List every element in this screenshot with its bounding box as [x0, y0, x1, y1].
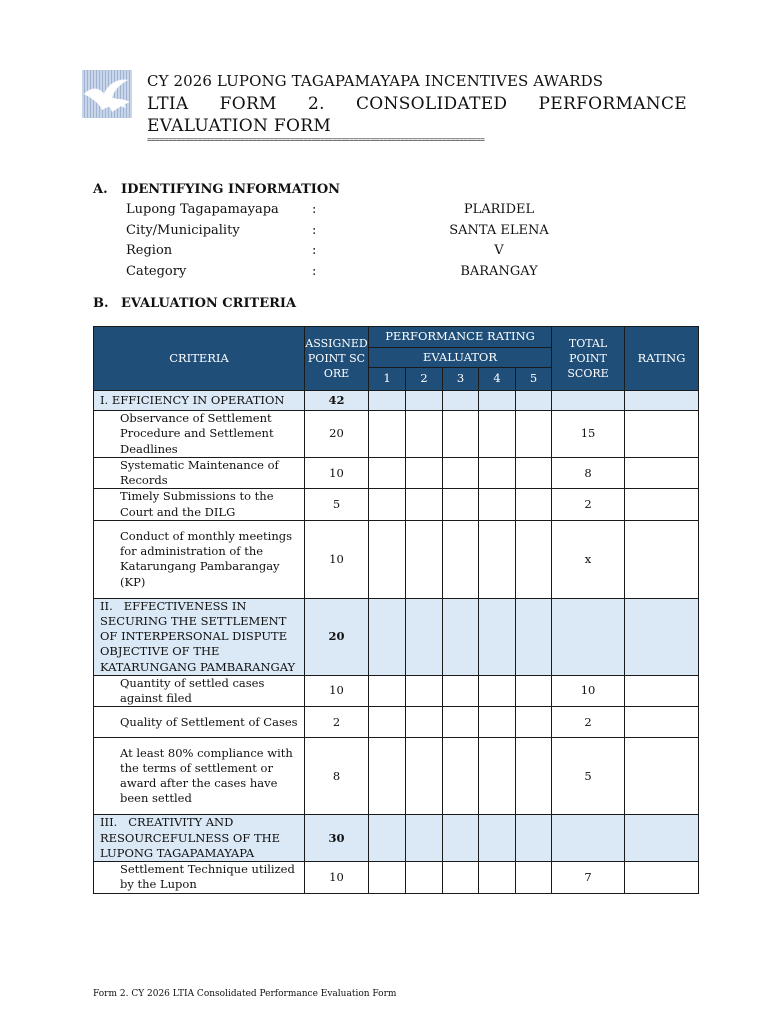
eval-cell	[516, 738, 552, 815]
info-row-category	[126, 262, 586, 283]
row-assigned: 10	[305, 520, 369, 598]
eval-cell	[443, 738, 479, 815]
eval-cell	[516, 862, 552, 893]
eval-cell	[516, 707, 552, 738]
table-row	[94, 738, 699, 815]
eval-cell	[369, 520, 406, 598]
row-total: 8	[552, 458, 625, 489]
header-evaluator-4: 4	[479, 368, 516, 391]
section-a-number: A.	[93, 182, 108, 197]
section-a-heading	[93, 182, 340, 197]
eval-cell	[369, 815, 406, 862]
row-assigned: 30	[305, 815, 369, 862]
table-row	[94, 707, 699, 738]
section-b-heading	[93, 296, 296, 311]
eval-cell	[443, 391, 479, 411]
eval-cell	[369, 489, 406, 520]
eval-cell	[406, 520, 443, 598]
rating-cell	[625, 520, 699, 598]
eval-cell	[406, 862, 443, 893]
form-title: CY 2026 LUPONG TAGAPAMAYAPA INCENTIVES AWARDS	[147, 72, 604, 90]
eval-cell	[443, 598, 479, 675]
row-assigned: 10	[305, 675, 369, 706]
eval-cell	[479, 520, 516, 598]
rating-cell	[625, 862, 699, 893]
info-value: SANTA ELENA	[449, 222, 549, 238]
section-row-creativity	[94, 815, 699, 862]
header-assigned-point-score: ASSIGNED POINT SCORE	[305, 327, 369, 391]
table-row	[94, 489, 699, 520]
eval-cell	[406, 489, 443, 520]
info-value: PLARIDEL	[463, 202, 535, 217]
rating-cell	[625, 391, 699, 411]
eval-cell	[443, 862, 479, 893]
eval-cell	[406, 598, 443, 675]
rating-cell	[625, 815, 699, 862]
row-total: 5	[552, 738, 625, 815]
header-total-point-score: TOTAL POINT SCORE	[552, 327, 625, 391]
info-colon: :	[312, 202, 317, 217]
eval-cell	[479, 862, 516, 893]
rating-cell	[625, 598, 699, 675]
info-colon: :	[312, 243, 317, 258]
row-assigned: 10	[305, 458, 369, 489]
eval-cell	[369, 458, 406, 489]
section-b-title: EVALUATION CRITERIA	[121, 296, 297, 311]
row-total: x	[552, 520, 625, 598]
row-total	[552, 598, 625, 675]
eval-cell	[479, 598, 516, 675]
eval-cell	[369, 411, 406, 458]
row-assigned: 8	[305, 738, 369, 815]
eval-cell	[406, 815, 443, 862]
info-label: Category	[126, 263, 187, 279]
header-evaluator-5: 5	[516, 368, 552, 391]
row-assigned: 20	[305, 598, 369, 675]
row-total: 2	[552, 707, 625, 738]
row-criteria: At least 80% compliance with the terms of settlement or award after the cases have been settled	[94, 738, 305, 815]
eval-cell	[369, 738, 406, 815]
rating-cell	[625, 738, 699, 815]
row-criteria: III. CREATIVITY AND RESOURCEFULNESS OF THE LUPONG TAGAPAMAYAPA	[94, 815, 305, 862]
row-assigned: 20	[305, 411, 369, 458]
eval-cell	[443, 458, 479, 489]
info-value: V	[494, 243, 504, 258]
info-label: City/Municipality	[126, 222, 240, 238]
header-evaluator: EVALUATOR	[369, 348, 552, 368]
eval-cell	[406, 458, 443, 489]
eval-cell	[479, 738, 516, 815]
eval-cell	[479, 815, 516, 862]
row-criteria: Systematic Maintenance of Records	[94, 458, 305, 489]
info-colon: :	[312, 222, 317, 238]
rating-cell	[625, 489, 699, 520]
evaluation-criteria-table	[93, 326, 699, 894]
row-criteria: Settlement Technique utilized by the Lupon	[94, 862, 305, 893]
header-evaluator-3: 3	[443, 368, 479, 391]
eval-cell	[479, 489, 516, 520]
header-performance-rating: PERFORMANCE RATING	[369, 327, 552, 348]
section-row-effectiveness	[94, 598, 699, 675]
row-assigned: 42	[305, 391, 369, 411]
row-assigned: 5	[305, 489, 369, 520]
form-subtitle: LTIA FORM 2. CONSOLIDATED PERFORMANCE EVALUATION FORM	[147, 94, 687, 136]
eval-cell	[516, 598, 552, 675]
table-row	[94, 411, 699, 458]
row-total	[552, 391, 625, 411]
info-label: Lupong Tagapamayapa	[126, 202, 279, 217]
eval-cell	[443, 707, 479, 738]
eval-cell	[516, 458, 552, 489]
eval-cell	[479, 707, 516, 738]
eval-cell	[369, 598, 406, 675]
row-assigned: 2	[305, 707, 369, 738]
page-footer: Form 2. CY 2026 LTIA Consolidated Performance Evaluation Form	[93, 989, 397, 999]
header-rule: ================================================================================	[147, 135, 485, 144]
info-row-region	[126, 241, 586, 262]
header-evaluator-2: 2	[406, 368, 443, 391]
eval-cell	[443, 411, 479, 458]
eval-cell	[369, 675, 406, 706]
row-criteria: I. EFFICIENCY IN OPERATION	[94, 391, 305, 411]
row-criteria: Quantity of settled cases against filed	[94, 675, 305, 706]
eval-cell	[479, 391, 516, 411]
dove-logo	[78, 68, 136, 120]
eval-cell	[443, 489, 479, 520]
row-total: 15	[552, 411, 625, 458]
row-criteria: Conduct of monthly meetings for administration of the Katarungang Pambarangay (KP)	[94, 520, 305, 598]
rating-cell	[625, 707, 699, 738]
table-row	[94, 458, 699, 489]
eval-cell	[369, 862, 406, 893]
table-row	[94, 520, 699, 598]
eval-cell	[369, 707, 406, 738]
table-row	[94, 862, 699, 893]
eval-cell	[479, 458, 516, 489]
row-assigned: 10	[305, 862, 369, 893]
eval-cell	[406, 738, 443, 815]
info-row-lupong	[126, 200, 586, 221]
eval-cell	[516, 411, 552, 458]
row-total: 10	[552, 675, 625, 706]
eval-cell	[516, 815, 552, 862]
eval-cell	[406, 707, 443, 738]
info-value: BARANGAY	[460, 263, 538, 279]
eval-cell	[443, 815, 479, 862]
row-total: 7	[552, 862, 625, 893]
rating-cell	[625, 458, 699, 489]
table-row	[94, 675, 699, 706]
section-a-title: IDENTIFYING INFORMATION	[121, 182, 341, 197]
eval-cell	[443, 520, 479, 598]
info-colon: :	[312, 263, 317, 279]
eval-cell	[406, 391, 443, 411]
section-b-number: B.	[93, 296, 109, 311]
eval-cell	[479, 411, 516, 458]
eval-cell	[516, 391, 552, 411]
row-criteria: Observance of Settlement Procedure and Settlement Deadlines	[94, 411, 305, 458]
row-total: 2	[552, 489, 625, 520]
header-criteria: CRITERIA	[94, 327, 305, 391]
row-total	[552, 815, 625, 862]
info-row-city	[126, 221, 586, 242]
header-evaluator-1: 1	[369, 368, 406, 391]
rating-cell	[625, 675, 699, 706]
eval-cell	[406, 675, 443, 706]
section-row-efficiency	[94, 391, 699, 411]
header-rating: RATING	[625, 327, 699, 391]
identifying-info	[126, 200, 586, 282]
row-criteria: II. EFFECTIVENESS IN SECURING THE SETTLEMENT OF INTERPERSONAL DISPUTE OBJECTIVE OF THE KATARUNGANG PAMBARANGAY	[94, 598, 305, 675]
info-label: Region	[126, 243, 173, 258]
eval-cell	[479, 675, 516, 706]
rating-cell	[625, 411, 699, 458]
eval-cell	[516, 675, 552, 706]
eval-cell	[369, 391, 406, 411]
eval-cell	[516, 520, 552, 598]
eval-cell	[406, 411, 443, 458]
row-criteria: Timely Submissions to the Court and the DILG	[94, 489, 305, 520]
row-criteria: Quality of Settlement of Cases	[94, 707, 305, 738]
eval-cell	[443, 675, 479, 706]
eval-cell	[516, 489, 552, 520]
